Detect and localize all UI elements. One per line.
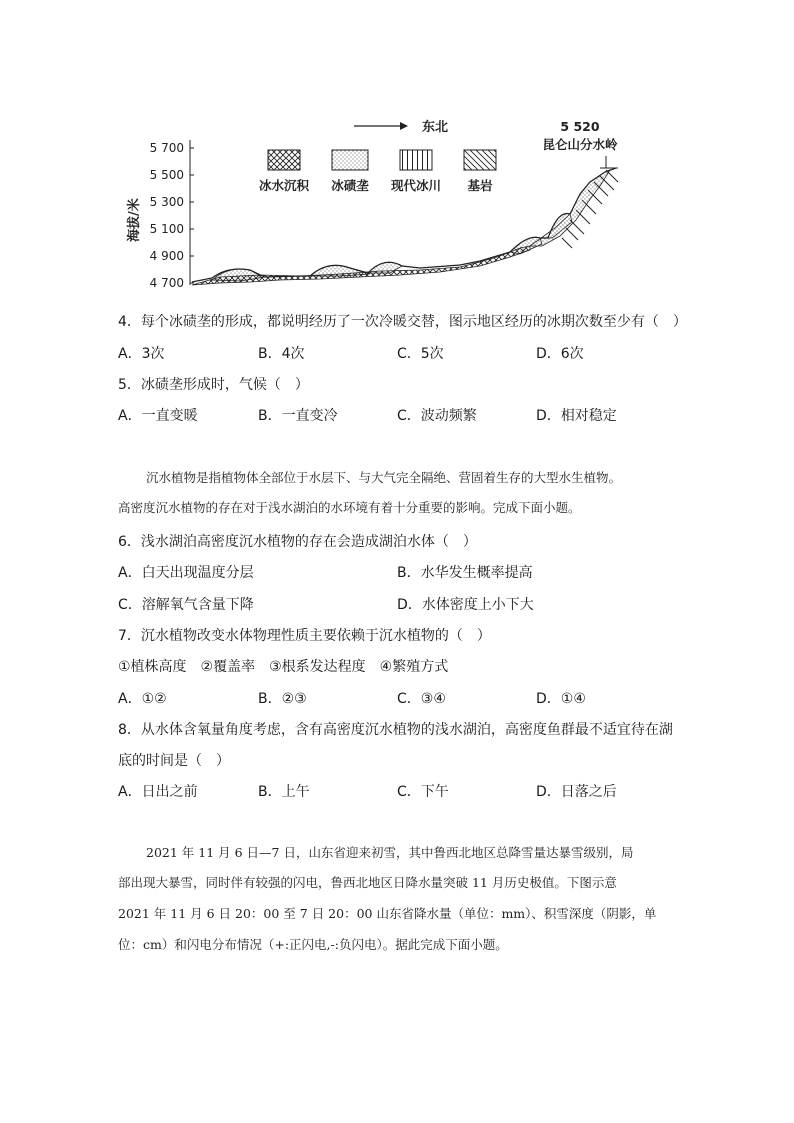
passage2-line: 部出现大暴雪，同时伴有较强的闪电，鲁西北地区日降水量突破 11 月历史极值。下图示意: [118, 875, 617, 890]
q7-option-c[interactable]: C．③④: [397, 691, 446, 707]
q8-option-b[interactable]: B．上午: [258, 784, 310, 800]
passage1-line: 高密度沉水植物的存在对于浅水湖泊的水环境有着十分重要的影响。完成下面小题。: [118, 500, 581, 515]
legend-swatch-moraine: [332, 150, 368, 170]
legend-label-glacier: 现代冰川: [390, 178, 442, 193]
y-tick-label: 4 900: [149, 249, 184, 263]
q6-option-a[interactable]: A．白天出现温度分层: [118, 565, 254, 581]
y-axis-label: 海拔/米: [127, 198, 142, 242]
legend: [259, 150, 496, 193]
q7-items: ①植株高度 ②覆盖率 ③根系发达程度 ④繁殖方式: [118, 659, 449, 675]
passage2-line: 2021 年 11 月 6 日—7 日，山东省迎来初雪，其中鲁西北地区总降雪量达暴雪级别，局: [146, 845, 634, 860]
q6-option-b[interactable]: B．水华发生概率提高: [397, 565, 533, 581]
y-tick-label: 5 100: [149, 222, 184, 236]
q5-stem: 5．冰碛垄形成时，气候（ ）: [118, 377, 309, 393]
direction-label: 东北: [422, 120, 449, 135]
q7-option-a[interactable]: A．①②: [118, 691, 167, 707]
peak-name: 昆仑山分水岭: [542, 137, 618, 152]
q4-option-d[interactable]: D．6次: [536, 346, 584, 362]
q8-option-c[interactable]: C．下午: [397, 784, 449, 800]
q6-option-c[interactable]: C．溶解氧气含量下降: [118, 597, 254, 613]
q4-option-a[interactable]: A．3次: [118, 346, 165, 362]
y-tick-label: 5 700: [149, 141, 184, 155]
moraine-ridge: [530, 170, 610, 246]
q5-option-a[interactable]: A．一直变暖: [118, 408, 198, 424]
q8-option-a[interactable]: A．日出之前: [118, 784, 198, 800]
q5-option-b[interactable]: B．一直变冷: [258, 408, 338, 424]
y-tick-label: 5 500: [149, 168, 184, 182]
q7-option-b[interactable]: B．②③: [258, 691, 307, 707]
q4-option-b[interactable]: B．4次: [258, 346, 305, 362]
legend-label-bedrock: 基岩: [467, 178, 493, 193]
glacier-profile-figure: [100, 110, 660, 300]
legend-swatch-outwash: [268, 150, 300, 170]
q5-option-c[interactable]: C．波动频繁: [397, 408, 477, 424]
q4-stem: 4．每个冰碛垄的形成，都说明经历了一次冷暖交替，图示地区经历的冰期次数至少有（ ）: [118, 314, 687, 330]
passage2-line: 位：cm）和闪电分布情况（+:正闪电,-:负闪电）。据此完成下面小题。: [118, 937, 508, 952]
peak-value: 5 520: [560, 119, 600, 134]
legend-swatch-bedrock: [464, 150, 496, 170]
q6-option-d[interactable]: D．水体密度上小下大: [397, 597, 534, 613]
arrow-head-icon: [400, 122, 408, 130]
q8-option-d[interactable]: D．日落之后: [536, 784, 617, 800]
y-tick-label: 4 700: [149, 276, 184, 290]
q7-option-d[interactable]: D．①④: [536, 691, 586, 707]
legend-swatch-glacier: [400, 150, 432, 170]
q8-stem: 8．从水体含氧量角度考虑，含有高密度沉水植物的浅水湖泊，高密度鱼群最不适宜待在湖: [118, 722, 673, 738]
passage1-line: 沉水植物是指植物体全部位于水层下、与大气完全隔绝、营固着生存的大型水生植物。: [146, 470, 622, 485]
legend-label-outwash: 冰水沉积: [258, 178, 310, 193]
q6-stem: 6．浅水湖泊高密度沉水植物的存在会造成湖泊水体（ ）: [118, 534, 477, 550]
passage2-line: 2021 年 11 月 6 日 20：00 至 7 日 20：00 山东省降水量（单位：mm）、积雪深度（阴影，单: [118, 906, 657, 921]
q4-option-c[interactable]: C．5次: [397, 346, 444, 362]
q8-stem-cont: 底的时间是（ ）: [118, 753, 230, 769]
q7-stem: 7．沉水植物改变水体物理性质主要依赖于沉水植物的（ ）: [118, 628, 491, 644]
q5-option-d[interactable]: D．相对稳定: [536, 408, 617, 424]
y-ticks: [190, 148, 194, 283]
y-tick-label: 5 300: [149, 195, 184, 209]
legend-label-moraine: 冰碛垄: [331, 178, 369, 193]
